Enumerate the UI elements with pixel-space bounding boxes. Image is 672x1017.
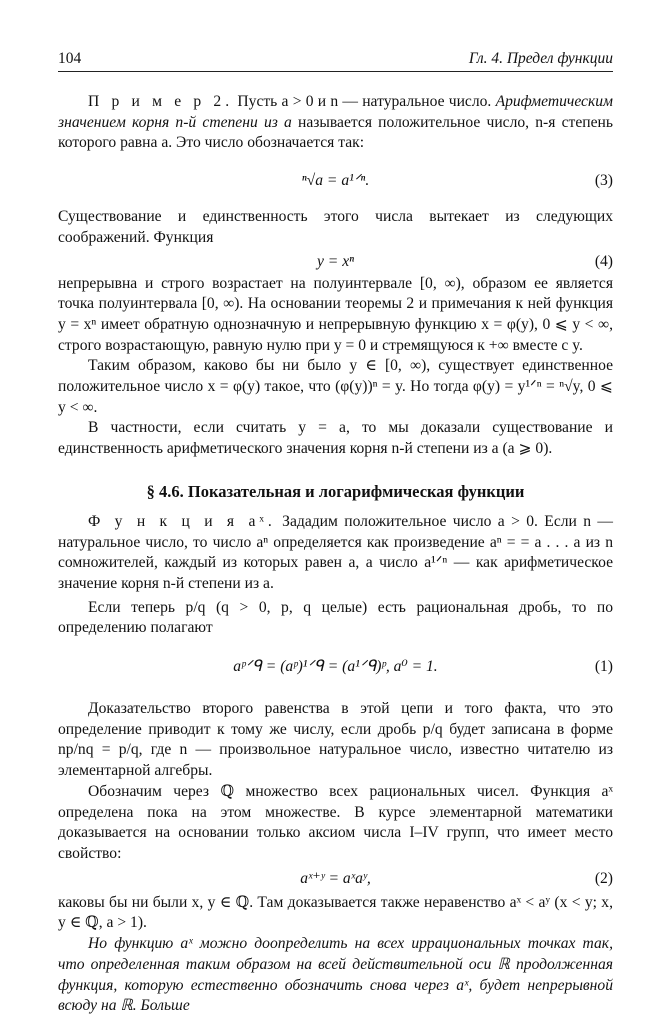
running-title: Гл. 4. Предел функции: [468, 50, 613, 67]
example-term: Арифметическим значением корня n-й степени из a: [58, 93, 614, 131]
equation-3-formula: ⁿ√a = a¹ᐟⁿ.: [301, 172, 370, 190]
page-number: 104: [58, 50, 82, 67]
equation-2: [58, 867, 613, 891]
book-page: [58, 50, 613, 1017]
existence-paragraph: Существование и единственность этого числа вытекает из следующих соображений. Функция: [58, 208, 613, 246]
section-title: § 4.6. Показательная и логарифмическая функции: [146, 481, 525, 501]
function-lead: Ф у н к ц и я aˣ.: [88, 512, 276, 530]
equation-1: [58, 655, 613, 679]
equation-4-number: (4): [594, 252, 613, 270]
equation-2-formula: aˣ⁺ʸ = aˣaʸ,: [300, 869, 371, 887]
equation-4-formula: y = xⁿ: [316, 252, 355, 270]
italic-paragraph: Но функцию aˣ можно доопределить на всех иррациональных точках так, что определенная таким образом на всей действительной оси ℝ продолженная функция, которую естественно обозначить снова через aˣ, будет непрерывной всюду на ℝ. Больше: [58, 935, 613, 1015]
page-header: [58, 50, 613, 72]
equation-2-number: (2): [594, 869, 613, 887]
thus-paragraph: Таким образом, каково бы ни было y ∈ [0, ∞), существует единственное положительное число x = φ(y) такое, что (φ(y))ⁿ = y. Но тогда φ(y) = y¹ᐟⁿ = ⁿ√y, 0 ⩽ y < ∞.: [58, 357, 613, 416]
particular-paragraph: В частности, если считать y = a, то мы доказали существование и единственность арифметического значения корня n-й степени из a (a ⩾ 0).: [58, 419, 613, 458]
equation-3-number: (3): [594, 172, 613, 190]
rationals-paragraph: Обозначим через ℚ множество всех рациональных чисел. Функция aˣ определена пока на этом множестве. В курсе элементарной математики доказывается на основании только аксиом числа I–IV групп, что имеет место свойство:: [58, 782, 613, 862]
example-paragraph: [58, 92, 613, 154]
function-paragraph: [58, 512, 613, 595]
proof-paragraph: Доказательство второго равенства в этой цепи и того факта, что это определение приводит к тому же числу, если дробь p/q будет записана в форме np/nq = p/q, где n — произвольное натуральное число, известно читателю из элементарной алгебры.: [58, 700, 613, 780]
equation-1-formula: aᵖᐟᑫ = (aᵖ)¹ᐟᑫ = (a¹ᐟᑫ)ᵖ, a⁰ = 1.: [233, 658, 438, 676]
example-text-2: называется положительное число, n-я степень которого равна a. Это число обозначается так:: [58, 113, 613, 152]
function-text: Зададим положительное число a > 0. Если n — натуральное число, то число aⁿ определяется как произведение aⁿ = = a . . . a из n сомножителей, каждый из которых равен a, а число a¹ᐟⁿ — как арифметическое значение корня n-й степени из a.: [58, 512, 613, 592]
example-text-1: Пусть a > 0 и n — натуральное число.: [233, 93, 496, 110]
inequality-paragraph: каковы бы ни были x, y ∈ ℚ. Там доказывается также неравенство aˣ < aʸ (x < y; x, y ∈ ℚ, a > 1).: [58, 893, 613, 932]
example-lead: П р и м е р 2.: [88, 93, 234, 110]
equation-3: [58, 169, 613, 193]
equation-1-number: (1): [594, 658, 613, 676]
rational-paragraph: Если теперь p/q (q > 0, p, q целые) есть рациональная дробь, то по определению полагают: [58, 598, 613, 637]
equation-4: [58, 250, 613, 274]
continuity-paragraph: непрерывна и строго возрастает на полуинтервале [0, ∞), образом ее является точка полуинтервала [0, ∞). На основании теоремы 2 и примечания к ней функция y = xⁿ имеет обратную однозначную и непрерывную функцию x = φ(y), 0 ⩽ y < ∞, строго возрастающую, равную нулю при y = 0 и стремящуюся к +∞ вместе с y.: [58, 274, 613, 354]
